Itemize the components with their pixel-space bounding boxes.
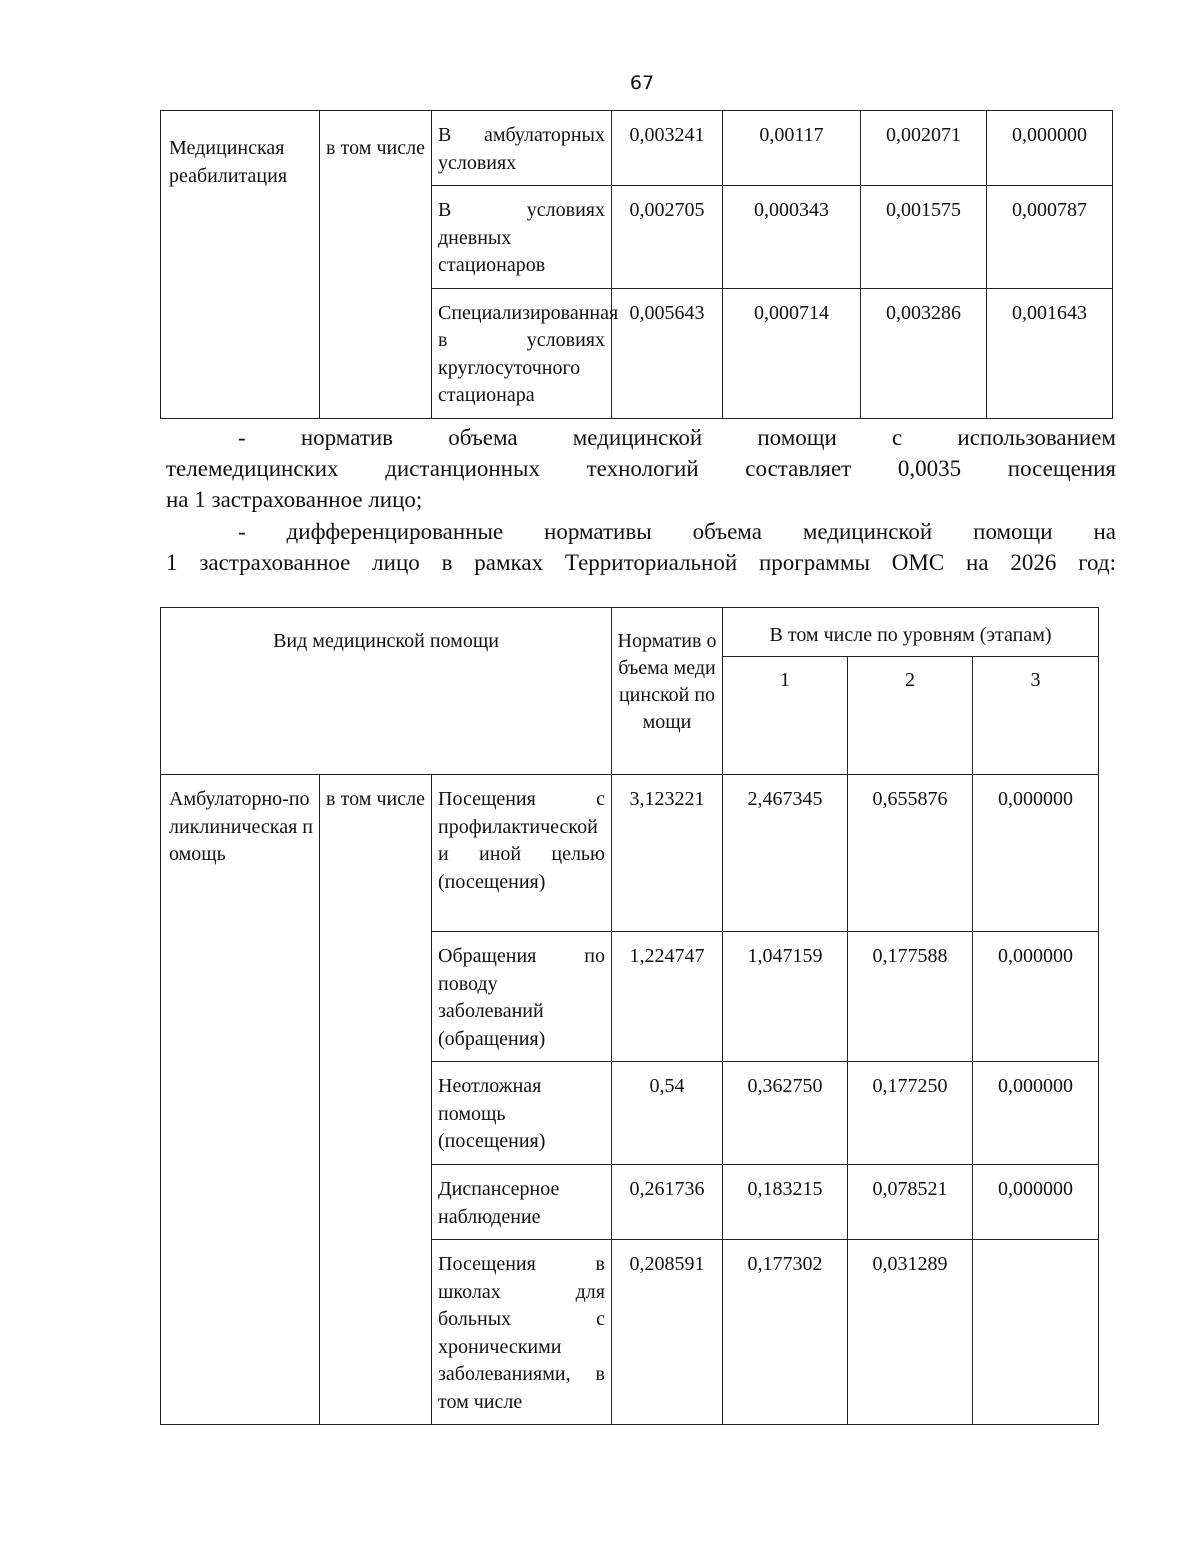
cell-value: 0,655876 — [848, 775, 973, 932]
page-number: 67 — [629, 72, 655, 94]
cell-value: 0,177250 — [848, 1062, 973, 1165]
sub-label: в том числе — [320, 775, 432, 1425]
header-row — [161, 608, 1099, 657]
differentiated-norms-paragraph — [166, 516, 1116, 578]
cell-value: 0,000714 — [723, 288, 861, 418]
cell-value: 0,000000 — [973, 1165, 1099, 1240]
level-1-header: 1 — [723, 657, 848, 775]
cell-value: 0,002705 — [612, 186, 723, 289]
row-name: Посещения в школах для больных с хроническими заболеваниями, в том числе — [432, 1240, 612, 1425]
row-name: В условиях дневных стационаров — [432, 186, 612, 289]
cell-value: 3,123221 — [612, 775, 723, 932]
cell-value: 1,047159 — [723, 932, 848, 1062]
cell-value: 0,000787 — [987, 186, 1113, 289]
paragraph-line: - норматив объема медицинской помощи с использованием — [238, 425, 1116, 450]
row-label: Амбулаторно-поликлиническая помощь — [161, 775, 320, 1425]
cell-value: 0,000000 — [973, 1062, 1099, 1165]
cell-value: 0,002071 — [861, 111, 987, 186]
row-name: Обращения по поводу заболеваний (обращения) — [432, 932, 612, 1062]
row-name: Диспансерное наблюдение — [432, 1165, 612, 1240]
cell-value: 0,00117 — [723, 111, 861, 186]
cell-value: 0,005643 — [612, 288, 723, 418]
cell-value: 0,031289 — [848, 1240, 973, 1425]
cell-value: 0,54 — [612, 1062, 723, 1165]
cell-value: 0,177302 — [723, 1240, 848, 1425]
cell-value: 0,001575 — [861, 186, 987, 289]
row-name: Посещения с профилактической и иной целью (посещения) — [432, 775, 612, 932]
norm-column-header: Норматив объема медицинской помощи — [612, 608, 723, 775]
outpatient-table — [160, 607, 1099, 1425]
cell-value: 0,177588 — [848, 932, 973, 1062]
cell-value: 0,183215 — [723, 1165, 848, 1240]
cell-value: 0,208591 — [612, 1240, 723, 1425]
row-name: Специализированная в условиях круглосуточного стационара — [432, 288, 612, 418]
paragraph-line: 1 застрахованное лицо в рамках Территориальной программы ОМС на 2026 год: — [166, 550, 1116, 575]
cell-value: 0,000000 — [973, 932, 1099, 1062]
cell-value: 0,003241 — [612, 111, 723, 186]
cell-value: 0,362750 — [723, 1062, 848, 1165]
cell-value: 0,003286 — [861, 288, 987, 418]
sub-label: в том числе — [320, 111, 432, 419]
level-3-header: 3 — [973, 657, 1099, 775]
cell-value: 2,467345 — [723, 775, 848, 932]
table-row — [161, 775, 1099, 932]
cell-value: 0,078521 — [848, 1165, 973, 1240]
row-name: Неотложная помощь (посещения) — [432, 1062, 612, 1165]
cell-value: 0,000000 — [973, 775, 1099, 932]
levels-column-header: В том числе по уровням (этапам) — [723, 608, 1099, 657]
paragraph-line: на 1 застрахованное лицо; — [166, 487, 423, 512]
cell-value: 0,000000 — [987, 111, 1113, 186]
level-2-header: 2 — [848, 657, 973, 775]
row-name: В амбулаторных условиях — [432, 111, 612, 186]
cell-value: 0,001643 — [987, 288, 1113, 418]
cell-value — [973, 1240, 1099, 1425]
telemedicine-paragraph — [166, 422, 1116, 515]
cell-value: 1,224747 — [612, 932, 723, 1062]
rehabilitation-table — [160, 110, 1113, 419]
cell-value: 0,261736 — [612, 1165, 723, 1240]
type-column-header: Вид медицинской помощи — [161, 608, 612, 775]
table-row — [161, 111, 1113, 186]
paragraph-line: телемедицинских дистанционных технологий составляет 0,0035 посещения — [166, 456, 1116, 481]
paragraph-line: - дифференцированные нормативы объема медицинской помощи на — [238, 519, 1116, 544]
cell-value: 0,000343 — [723, 186, 861, 289]
row-label: Медицинская реабилитация — [161, 111, 320, 419]
